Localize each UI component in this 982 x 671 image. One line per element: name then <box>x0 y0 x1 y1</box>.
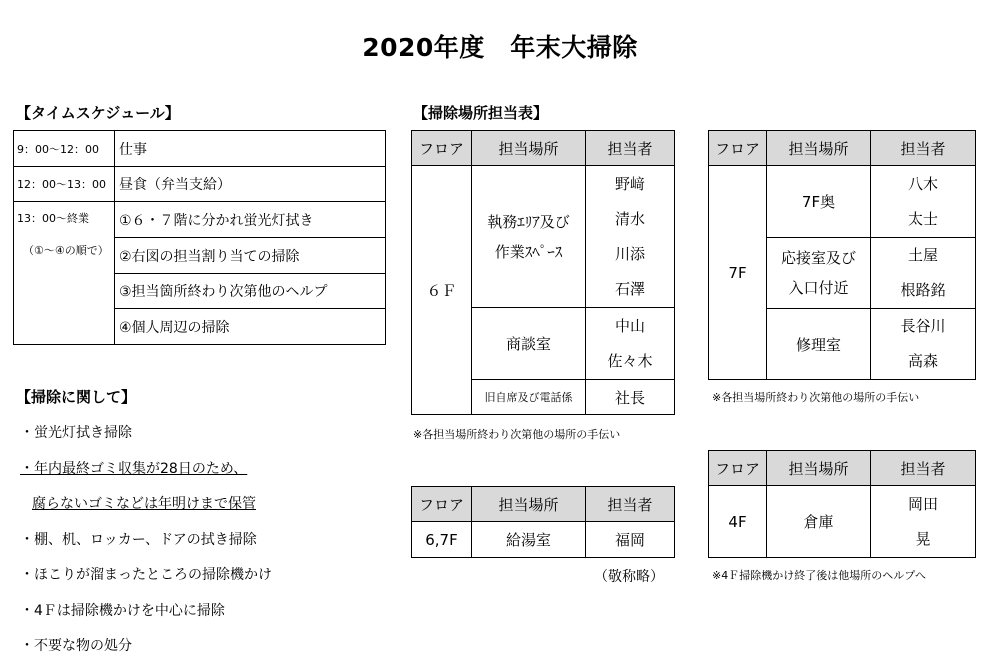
place-label: 応接室及び <box>780 249 856 267</box>
floor4-table <box>708 450 976 558</box>
cleaning-heading: 【掃除に関して】 <box>16 388 137 406</box>
floor-label: 6,7F <box>412 522 472 558</box>
person-name: 岡田 <box>907 494 938 513</box>
header-floor: フロア <box>412 487 472 522</box>
schedule-task: ②右図の担当割り当ての掃除 <box>115 238 386 274</box>
table-header-row <box>412 131 675 166</box>
person-name: 野﨑 <box>614 174 645 193</box>
floor6-note: ※各担当場所終わり次第他の場所の手伝い <box>413 428 621 441</box>
header-floor: フロア <box>709 451 767 486</box>
person-name: 長谷川 <box>900 317 946 335</box>
table-row <box>412 166 675 308</box>
place-label: 修理室 <box>767 309 871 380</box>
person-name: 清水 <box>614 209 645 228</box>
list-item: ・不要な物の処分 <box>20 638 132 654</box>
person-cell <box>586 166 675 308</box>
floor6-table <box>411 130 675 415</box>
person-name: 社長 <box>586 380 675 415</box>
schedule-time: 12：00〜13：00 <box>14 167 115 202</box>
table-header-row <box>412 487 675 522</box>
schedule-task: ③担当箇所終わり次第他のヘルプ <box>115 274 386 309</box>
person-cell <box>871 238 976 309</box>
person-name: 太士 <box>907 209 938 228</box>
honorific-note: （敬称略） <box>594 569 664 585</box>
schedule-time: 9：00〜12：00 <box>14 131 115 167</box>
list-item: ・4Ｆは掃除機かけを中心に掃除 <box>20 602 225 619</box>
header-person: 担当者 <box>586 131 675 166</box>
floor7-table <box>708 130 976 380</box>
place-cell <box>767 238 871 309</box>
list-item: ・蛍光灯拭き掃除 <box>20 425 132 441</box>
table-header-row <box>709 131 976 166</box>
place-label: 旧自席及び電話係 <box>472 380 586 415</box>
schedule-table <box>13 130 386 345</box>
schedule-time: 13：00〜終業 <box>17 212 89 225</box>
person-name: 晃 <box>915 529 931 548</box>
schedule-row <box>14 131 386 167</box>
floor-label: 7F <box>709 166 767 380</box>
place-cell <box>472 166 586 308</box>
schedule-task: 昼食（弁当支給） <box>115 167 386 202</box>
assignment-heading: 【掃除場所担当表】 <box>413 104 549 122</box>
table-row <box>412 522 675 558</box>
page-title: 2020年度 年末大掃除 <box>362 33 638 62</box>
cleaning-list <box>20 422 272 671</box>
floor-label: ６Ｆ <box>412 166 472 415</box>
header-person: 担当者 <box>871 131 976 166</box>
person-name: 福岡 <box>586 522 675 558</box>
person-name: 石澤 <box>614 279 645 298</box>
schedule-task: 仕事 <box>115 131 386 167</box>
place-label: 給湯室 <box>472 522 586 558</box>
header-person: 担当者 <box>586 487 675 522</box>
schedule-time-cell <box>14 202 115 345</box>
list-item: ・ほこりが溜まったところの掃除機かけ <box>20 567 272 583</box>
schedule-task: ①６・７階に分かれ蛍光灯拭き <box>115 202 386 238</box>
table-row <box>709 486 976 558</box>
place-label: 商談室 <box>472 308 586 380</box>
person-name: 川添 <box>614 244 645 263</box>
header-place: 担当場所 <box>767 131 871 166</box>
list-item: 腐らないゴミなどは年明けまで保管 <box>32 496 256 512</box>
person-name: 土屋 <box>907 246 938 264</box>
header-place: 担当場所 <box>472 487 586 522</box>
schedule-task: ④個人周辺の掃除 <box>115 309 386 345</box>
schedule-row <box>14 202 386 238</box>
place-label: 7F奥 <box>767 166 871 238</box>
person-name: 中山 <box>614 316 645 335</box>
person-name: 高森 <box>907 352 938 370</box>
schedule-heading: 【タイムスケジュール】 <box>16 104 180 122</box>
person-cell <box>871 309 976 380</box>
person-name: 八木 <box>907 174 938 193</box>
floor7-note: ※各担当場所終わり次第他の場所の手伝い <box>712 391 920 404</box>
place-label: 入口付近 <box>788 279 849 297</box>
list-item: ・年内最終ゴミ収集が28日のため、 <box>20 460 248 477</box>
person-name: 根路銘 <box>900 281 946 299</box>
place-label: 倉庫 <box>767 486 871 558</box>
place-label: 執務ｴﾘｱ及び <box>487 212 570 231</box>
table-row <box>709 166 976 238</box>
person-cell <box>871 166 976 238</box>
schedule-order-note: （①〜④の順で） <box>23 244 109 257</box>
header-floor: フロア <box>709 131 767 166</box>
header-person: 担当者 <box>871 451 976 486</box>
header-place: 担当場所 <box>767 451 871 486</box>
header-floor: フロア <box>412 131 472 166</box>
table-header-row <box>709 451 976 486</box>
schedule-row <box>14 167 386 202</box>
header-place: 担当場所 <box>472 131 586 166</box>
person-name: 佐々木 <box>607 351 653 370</box>
floor-label: 4F <box>709 486 767 558</box>
floor4-note: ※4Ｆ掃除機かけ終了後は他場所のヘルプへ <box>712 569 926 582</box>
person-cell <box>586 308 675 380</box>
person-cell <box>871 486 976 558</box>
place-label: 作業ｽﾍﾟｰｽ <box>494 242 563 261</box>
floor67-table <box>411 486 675 558</box>
list-item: ・棚、机、ロッカー、ドアの拭き掃除 <box>20 531 257 548</box>
